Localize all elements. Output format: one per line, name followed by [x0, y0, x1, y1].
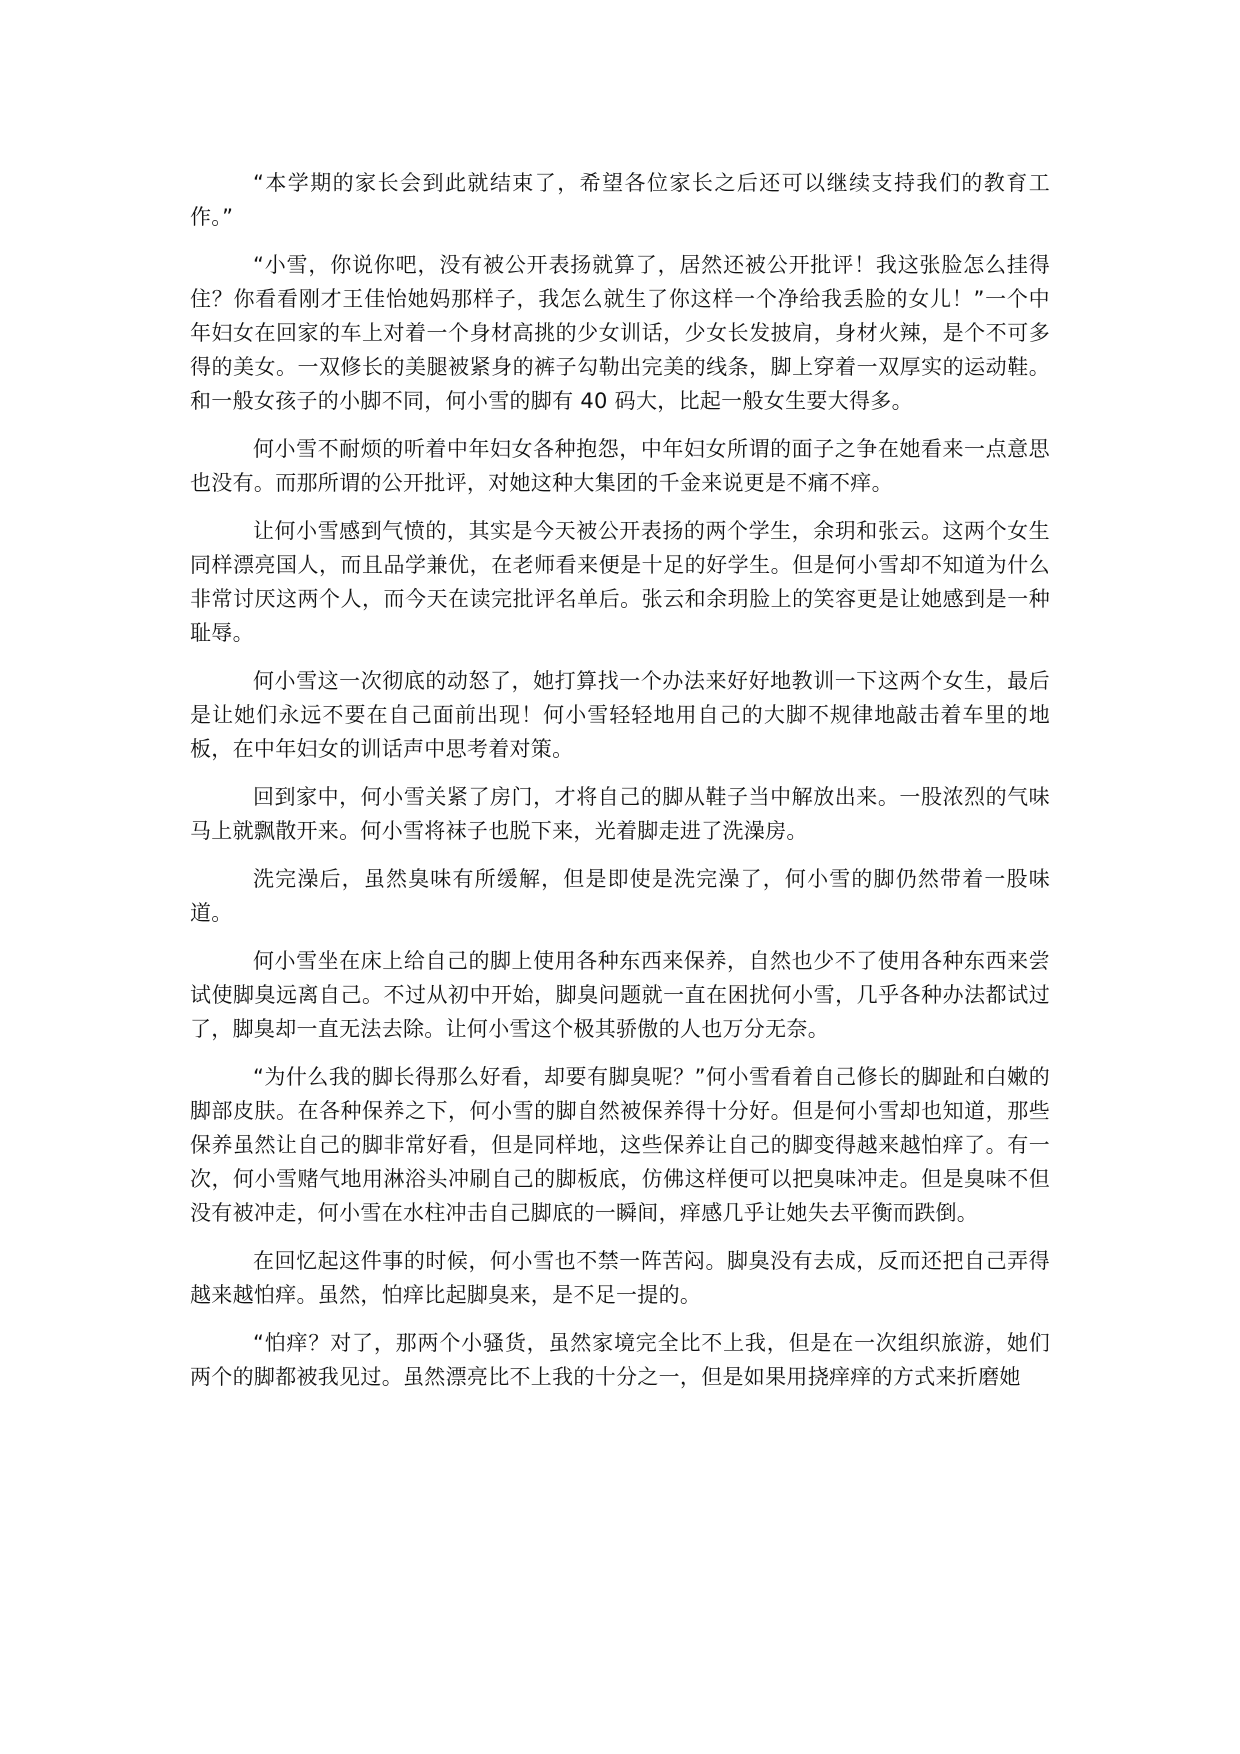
paragraph-4: 让何小雪感到气愤的，其实是今天被公开表扬的两个学生，余玥和张云。这两个女生同样漂亮国人，而且品学兼优，在老师看来便是十足的好学生。但是何小雪却不知道为什么非常讨厌这两个人，而今天在读完批评名单后。张云和余玥脸上的笑容更是让她感到是一种耻辱。: [190, 519, 1050, 645]
paragraph-5: 何小雪这一次彻底的动怒了，她打算找一个办法来好好地教训一下这两个女生，最后是让她们永远不要在自己面前出现！何小雪轻轻地用自己的大脚不规律地敲击着车里的地板，在中年妇女的训话声中思考着对策。: [190, 669, 1050, 761]
paragraph-8: 何小雪坐在床上给自己的脚上使用各种东西来保养，自然也少不了使用各种东西来尝试使脚臭远离自己。不过从初中开始，脚臭问题就一直在困扰何小雪，几乎各种办法都试过了，脚臭却一直无法去除。让何小雪这个极其骄傲的人也万分无奈。: [190, 949, 1050, 1041]
paragraph-7: 洗完澡后，虽然臭味有所缓解，但是即使是洗完澡了，何小雪的脚仍然带着一股味道。: [190, 867, 1050, 925]
paragraph-2: “小雪，你说你吧，没有被公开表扬就算了，居然还被公开批评！我这张脸怎么挂得住？你看看刚才王佳怡她妈那样子，我怎么就生了你这样一个净给我丢脸的女儿！”一个中年妇女在回家的车上对着一个身材高挑的少女训话，少女长发披肩，身材火辣，是个不可多得的美女。一双修长的美腿被紧身的裤子勾勒出完美的线条，脚上穿着一双厚实的运动鞋。和一般女孩子的小脚不同，何小雪的脚有 40 码大，比起一般女生要大得多。: [190, 253, 1050, 413]
paragraph-10: 在回忆起这件事的时候，何小雪也不禁一阵苦闷。脚臭没有去成，反而还把自己弄得越来越怕痒。虽然，怕痒比起脚臭来，是不足一提的。: [190, 1249, 1050, 1307]
paragraph-9: “为什么我的脚长得那么好看，却要有脚臭呢？”何小雪看着自己修长的脚趾和白嫩的脚部皮肤。在各种保养之下，何小雪的脚自然被保养得十分好。但是何小雪却也知道，那些保养虽然让自己的脚非常好看，但是同样地，这些保养让自己的脚变得越来越怕痒了。有一次，何小雪赌气地用淋浴头冲刷自己的脚板底，仿佛这样便可以把臭味冲走。但是臭味不但没有被冲走，何小雪在水柱冲击自己脚底的一瞬间，痒感几乎让她失去平衡而跌倒。: [190, 1065, 1050, 1225]
paragraph-6: 回到家中，何小雪关紧了房门，才将自己的脚从鞋子当中解放出来。一股浓烈的气味马上就飘散开来。何小雪将袜子也脱下来，光着脚走进了洗澡房。: [190, 785, 1050, 843]
paragraph-3: 何小雪不耐烦的听着中年妇女各种抱怨，中年妇女所谓的面子之争在她看来一点意思也没有。而那所谓的公开批评，对她这种大集团的千金来说更是不痛不痒。: [190, 437, 1050, 495]
paragraph-11: “怕痒？对了，那两个小骚货，虽然家境完全比不上我，但是在一次组织旅游，她们两个的脚都被我见过。虽然漂亮比不上我的十分之一，但是如果用挠痒痒的方式来折磨她: [190, 1331, 1050, 1389]
paragraph-1: “本学期的家长会到此就结束了，希望各位家长之后还可以继续支持我们的教育工作。”: [190, 171, 1050, 229]
document-page: [190, 166, 1050, 1408]
